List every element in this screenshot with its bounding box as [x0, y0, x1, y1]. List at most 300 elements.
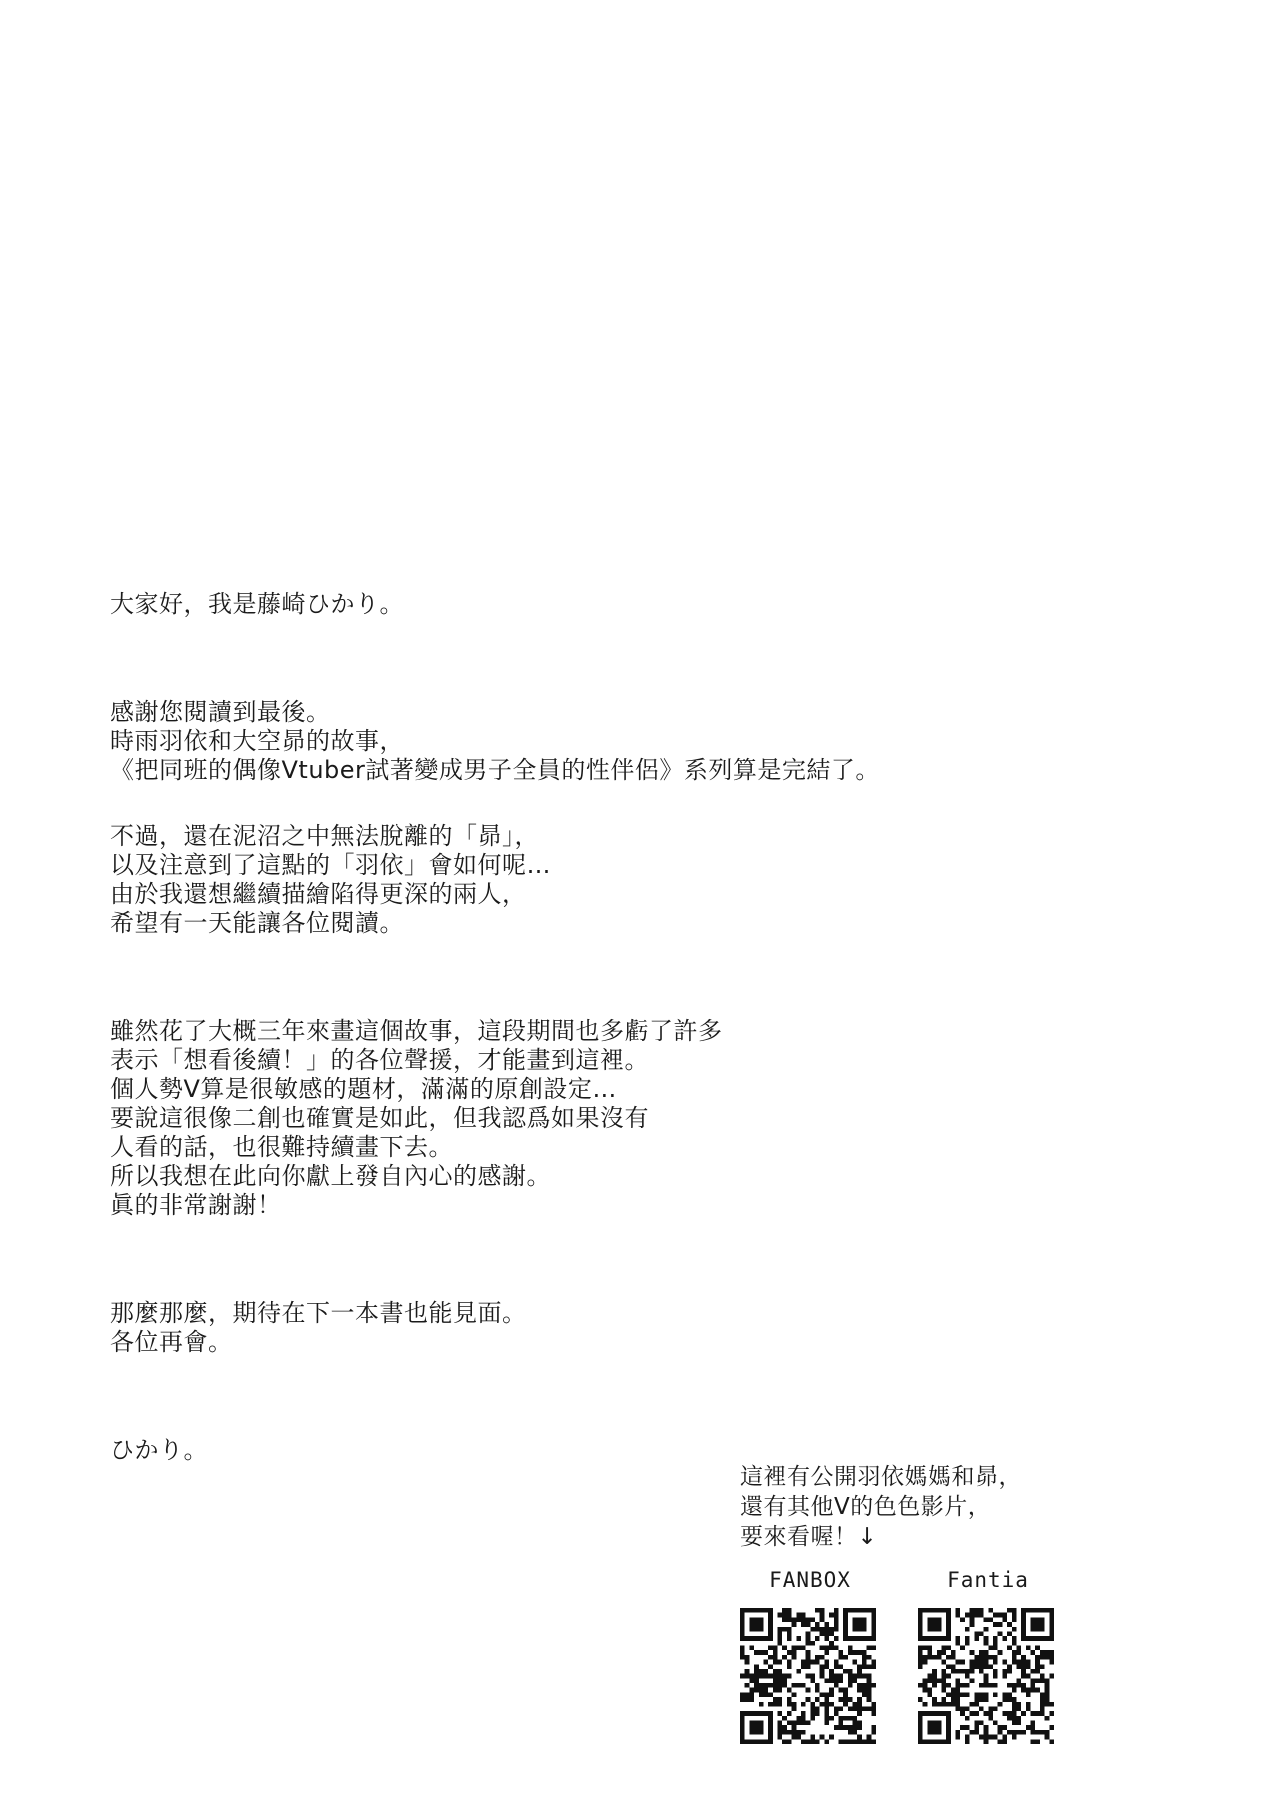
qr-module — [932, 1655, 937, 1660]
qr-module — [853, 1725, 858, 1730]
qr-module — [740, 1674, 745, 1679]
qr-module — [787, 1613, 792, 1618]
qr-module — [778, 1631, 783, 1636]
qr-module — [970, 1613, 975, 1618]
qr-module — [773, 1660, 778, 1665]
qr-module — [932, 1702, 937, 1707]
qr-module — [787, 1739, 792, 1744]
qr-module — [1026, 1706, 1031, 1711]
qr-module — [956, 1683, 961, 1688]
qr-module — [1007, 1716, 1012, 1721]
qr-module — [815, 1627, 820, 1632]
qr-module — [824, 1664, 829, 1669]
qr-module — [792, 1646, 797, 1651]
qr-module — [1016, 1683, 1021, 1688]
qr-module — [974, 1697, 979, 1702]
qr-module — [1049, 1650, 1054, 1655]
qr-module — [862, 1674, 867, 1679]
qr-module — [988, 1608, 993, 1613]
qr-module — [834, 1660, 839, 1665]
qr-module — [820, 1669, 825, 1674]
qr-module — [773, 1674, 778, 1679]
qr-module — [778, 1641, 783, 1646]
text-line: 那麼那麼，期待在下一本書也能見面。 — [110, 1299, 527, 1327]
qr-module — [787, 1730, 792, 1735]
qr-module — [946, 1674, 951, 1679]
qr-module — [1021, 1688, 1026, 1693]
qr-module — [834, 1608, 839, 1613]
fanbox-qr-code-icon[interactable] — [740, 1608, 876, 1744]
qr-module — [867, 1692, 872, 1697]
qr-finder-pattern — [927, 1617, 941, 1631]
qr-module — [834, 1711, 839, 1716]
qr-module — [796, 1730, 801, 1735]
qr-module — [867, 1735, 872, 1740]
qr-module — [1007, 1664, 1012, 1669]
qr-module — [857, 1735, 862, 1740]
qr-module — [838, 1650, 843, 1655]
qr-module — [810, 1716, 815, 1721]
qr-module — [871, 1683, 876, 1688]
qr-module — [848, 1674, 853, 1679]
qr-module — [815, 1697, 820, 1702]
qr-module — [1021, 1655, 1026, 1660]
qr-code-row — [740, 1566, 1060, 1756]
qr-module — [810, 1739, 815, 1744]
qr-module — [829, 1674, 834, 1679]
qr-module — [1026, 1674, 1031, 1679]
promo-line: 還有其他V的色色影片， — [740, 1494, 992, 1520]
qr-module — [848, 1697, 853, 1702]
qr-module — [740, 1655, 745, 1660]
qr-module — [853, 1721, 858, 1726]
qr-module — [782, 1646, 787, 1651]
qr-module — [1040, 1674, 1045, 1679]
qr-module — [759, 1683, 764, 1688]
qr-module — [1031, 1669, 1036, 1674]
qr-module — [824, 1716, 829, 1721]
qr-module — [960, 1692, 965, 1697]
qr-module — [932, 1678, 937, 1683]
qr-module — [988, 1711, 993, 1716]
qr-module — [960, 1725, 965, 1730]
qr-module — [993, 1655, 998, 1660]
qr-module — [867, 1655, 872, 1660]
qr-module — [778, 1730, 783, 1735]
qr-module — [956, 1706, 961, 1711]
text-line: 時雨羽依和大空昴的故事， — [110, 727, 404, 755]
qr-module — [749, 1697, 754, 1702]
qr-module — [778, 1627, 783, 1632]
qr-module — [782, 1674, 787, 1679]
qr-module — [1002, 1697, 1007, 1702]
qr-module — [871, 1702, 876, 1707]
qr-module — [820, 1655, 825, 1660]
qr-module — [768, 1664, 773, 1669]
qr-module — [1016, 1678, 1021, 1683]
qr-module — [965, 1735, 970, 1740]
qr-module — [1026, 1725, 1031, 1730]
qr-module — [988, 1683, 993, 1688]
qr-module — [998, 1613, 1003, 1618]
qr-module — [1049, 1655, 1054, 1660]
qr-module — [1016, 1664, 1021, 1669]
qr-module — [1002, 1636, 1007, 1641]
qr-module — [974, 1702, 979, 1707]
qr-module — [806, 1641, 811, 1646]
qr-module — [941, 1650, 946, 1655]
qr-module — [843, 1669, 848, 1674]
qr-module — [853, 1660, 858, 1665]
text-line: 眞的非常謝謝！ — [110, 1191, 282, 1219]
qr-module — [918, 1683, 923, 1688]
afterword — [110, 590, 1010, 1465]
qr-module — [792, 1706, 797, 1711]
text-line: 《把同班的偶像Vtuber試著變成男子全員的性伴侶》系列算是完結了。 — [110, 756, 880, 784]
qr-module — [778, 1683, 783, 1688]
qr-module — [1045, 1650, 1050, 1655]
qr-module — [974, 1613, 979, 1618]
qr-module — [974, 1721, 979, 1726]
qr-module — [1035, 1711, 1040, 1716]
qr-module — [834, 1622, 839, 1627]
qr-module — [993, 1706, 998, 1711]
qr-module — [745, 1660, 750, 1665]
qr-module — [998, 1702, 1003, 1707]
qr-module — [1002, 1660, 1007, 1665]
qr-module — [824, 1739, 829, 1744]
qr-module — [1007, 1692, 1012, 1697]
qr-module — [801, 1739, 806, 1744]
qr-module — [749, 1678, 754, 1683]
qr-module — [974, 1711, 979, 1716]
qr-module — [1031, 1650, 1036, 1655]
qr-module — [1012, 1650, 1017, 1655]
qr-module — [1049, 1660, 1054, 1665]
qr-module — [806, 1674, 811, 1679]
qr-module — [1040, 1697, 1045, 1702]
qr-module — [824, 1706, 829, 1711]
qr-module — [815, 1622, 820, 1627]
qr-module — [993, 1669, 998, 1674]
qr-module — [782, 1716, 787, 1721]
qr-module — [1007, 1683, 1012, 1688]
qr-module — [815, 1636, 820, 1641]
text-line: 要說這很像二創也確實是如此，但我認爲如果沒有 — [110, 1104, 649, 1132]
qr-module — [941, 1669, 946, 1674]
qr-module — [834, 1636, 839, 1641]
qr-module — [956, 1660, 961, 1665]
qr-module — [853, 1730, 858, 1735]
qr-module — [1012, 1613, 1017, 1618]
qr-module — [787, 1702, 792, 1707]
qr-module — [1012, 1716, 1017, 1721]
qr-module — [871, 1730, 876, 1735]
qr-module — [782, 1617, 787, 1622]
qr-module — [923, 1646, 928, 1651]
qr-module — [838, 1725, 843, 1730]
qr-module — [853, 1739, 858, 1744]
qr-module — [792, 1650, 797, 1655]
qr-module — [970, 1622, 975, 1627]
qr-module — [810, 1641, 815, 1646]
qr-module — [787, 1631, 792, 1636]
qr-module — [778, 1725, 783, 1730]
qr-module — [806, 1622, 811, 1627]
qr-module — [773, 1688, 778, 1693]
text-line: 個人勢V算是很敏感的題材，滿滿的原創設定… — [110, 1075, 617, 1103]
qr-module — [862, 1739, 867, 1744]
qr-module — [745, 1669, 750, 1674]
qr-module — [1012, 1636, 1017, 1641]
qr-module — [956, 1669, 961, 1674]
qr-module — [745, 1697, 750, 1702]
qr-module — [838, 1655, 843, 1660]
qr-module — [792, 1692, 797, 1697]
qr-module — [740, 1650, 745, 1655]
qr-module — [754, 1678, 759, 1683]
qr-module — [951, 1650, 956, 1655]
qr-module — [932, 1674, 937, 1679]
qr-module — [834, 1613, 839, 1618]
qr-module — [1040, 1655, 1045, 1660]
qr-module — [867, 1706, 872, 1711]
qr-module — [778, 1697, 783, 1702]
qr-module — [951, 1697, 956, 1702]
qr-module — [970, 1669, 975, 1674]
qr-module — [749, 1688, 754, 1693]
qr-module — [1002, 1735, 1007, 1740]
qr-module — [838, 1697, 843, 1702]
qr-module — [787, 1636, 792, 1641]
qr-module — [946, 1646, 951, 1651]
qr-module — [810, 1711, 815, 1716]
qr-module — [1007, 1697, 1012, 1702]
qr-module — [778, 1613, 783, 1618]
qr-module — [773, 1697, 778, 1702]
qr-module — [1049, 1725, 1054, 1730]
qr-module — [1021, 1660, 1026, 1665]
qr-module — [759, 1692, 764, 1697]
qr-module — [1016, 1716, 1021, 1721]
qr-module — [787, 1650, 792, 1655]
qr-module — [838, 1688, 843, 1693]
qr-module — [1040, 1650, 1045, 1655]
qr-module — [740, 1692, 745, 1697]
qr-module — [979, 1697, 984, 1702]
qr-module — [1045, 1683, 1050, 1688]
qr-module — [796, 1721, 801, 1726]
qr-module — [960, 1646, 965, 1651]
qr-module — [979, 1613, 984, 1618]
qr-module — [956, 1702, 961, 1707]
qr-module — [796, 1613, 801, 1618]
qr-module — [923, 1678, 928, 1683]
qr-module — [1045, 1735, 1050, 1740]
qr-module — [857, 1725, 862, 1730]
qr-module — [792, 1735, 797, 1740]
qr-module — [834, 1725, 839, 1730]
qr-module — [838, 1721, 843, 1726]
qr-module — [979, 1608, 984, 1613]
qr-module — [843, 1692, 848, 1697]
qr-module — [984, 1697, 989, 1702]
qr-module — [1002, 1613, 1007, 1618]
qr-module — [923, 1688, 928, 1693]
qr-module — [993, 1646, 998, 1651]
qr-module — [782, 1730, 787, 1735]
qr-module — [974, 1692, 979, 1697]
qr-module — [871, 1711, 876, 1716]
qr-module — [857, 1721, 862, 1726]
qr-module — [829, 1678, 834, 1683]
qr-module — [932, 1683, 937, 1688]
qr-module — [1045, 1678, 1050, 1683]
qr-finder-pattern — [749, 1721, 763, 1735]
fanbox-qr-block[interactable] — [740, 1566, 880, 1744]
qr-module — [796, 1617, 801, 1622]
qr-module — [871, 1725, 876, 1730]
qr-module — [1016, 1706, 1021, 1711]
text-line: 感謝您閱讀到最後。 — [110, 698, 331, 726]
qr-module — [1035, 1730, 1040, 1735]
qr-module — [1021, 1674, 1026, 1679]
text-line: 希望有一天能讓各位閱讀。 — [110, 909, 404, 937]
qr-module — [778, 1721, 783, 1726]
qr-module — [834, 1646, 839, 1651]
qr-module — [792, 1730, 797, 1735]
qr-module — [824, 1702, 829, 1707]
qr-module — [824, 1660, 829, 1665]
qr-module — [843, 1739, 848, 1744]
qr-module — [810, 1702, 815, 1707]
qr-module — [1002, 1674, 1007, 1679]
qr-module — [984, 1655, 989, 1660]
qr-module — [970, 1608, 975, 1613]
qr-module — [857, 1702, 862, 1707]
qr-module — [787, 1608, 792, 1613]
qr-module — [792, 1721, 797, 1726]
qr-module — [1012, 1721, 1017, 1726]
greeting: 大家好，我是藤崎ひかり。 — [110, 590, 404, 618]
qr-module — [946, 1655, 951, 1660]
qr-module — [932, 1669, 937, 1674]
qr-module — [951, 1702, 956, 1707]
qr-module — [759, 1669, 764, 1674]
qr-module — [1045, 1730, 1050, 1735]
qr-module — [1021, 1683, 1026, 1688]
qr-module — [1035, 1655, 1040, 1660]
qr-module — [838, 1706, 843, 1711]
qr-module — [792, 1655, 797, 1660]
qr-module — [993, 1641, 998, 1646]
qr-module — [815, 1706, 820, 1711]
qr-module — [754, 1674, 759, 1679]
qr-module — [960, 1660, 965, 1665]
qr-module — [1049, 1674, 1054, 1679]
qr-module — [801, 1711, 806, 1716]
qr-module — [848, 1678, 853, 1683]
qr-module — [951, 1664, 956, 1669]
qr-module — [796, 1669, 801, 1674]
qr-module — [1026, 1646, 1031, 1651]
qr-module — [1031, 1725, 1036, 1730]
qr-module — [824, 1678, 829, 1683]
qr-module — [820, 1608, 825, 1613]
qr-module — [843, 1702, 848, 1707]
qr-module — [993, 1735, 998, 1740]
qr-module — [853, 1678, 858, 1683]
qr-module — [970, 1711, 975, 1716]
qr-module — [792, 1683, 797, 1688]
qr-module — [787, 1721, 792, 1726]
qr-module — [988, 1664, 993, 1669]
qr-module — [820, 1735, 825, 1740]
qr-module — [979, 1721, 984, 1726]
qr-module — [745, 1683, 750, 1688]
qr-module — [768, 1646, 773, 1651]
signoff: ひかり。 — [110, 1436, 208, 1464]
qr-module — [918, 1646, 923, 1651]
qr-module — [763, 1650, 768, 1655]
qr-module — [857, 1683, 862, 1688]
qr-module — [979, 1631, 984, 1636]
qr-module — [848, 1739, 853, 1744]
qr-module — [1026, 1692, 1031, 1697]
qr-module — [815, 1655, 820, 1660]
qr-module — [1031, 1688, 1036, 1693]
fantia-qr-block[interactable] — [918, 1566, 1058, 1744]
qr-module — [1040, 1730, 1045, 1735]
qr-module — [806, 1664, 811, 1669]
qr-module — [796, 1646, 801, 1651]
qr-module — [1040, 1678, 1045, 1683]
qr-module — [1031, 1678, 1036, 1683]
qr-module — [918, 1650, 923, 1655]
qr-module — [1021, 1664, 1026, 1669]
qr-module — [782, 1725, 787, 1730]
qr-module — [927, 1655, 932, 1660]
qr-module — [796, 1716, 801, 1721]
qr-module — [1040, 1706, 1045, 1711]
qr-module — [778, 1674, 783, 1679]
qr-module — [815, 1739, 820, 1744]
qr-module — [829, 1613, 834, 1618]
qr-module — [838, 1674, 843, 1679]
qr-module — [778, 1688, 783, 1693]
qr-module — [787, 1697, 792, 1702]
qr-module — [979, 1669, 984, 1674]
text-line: 所以我想在此向你獻上發自內心的感謝。 — [110, 1162, 551, 1190]
qr-module — [927, 1674, 932, 1679]
qr-module — [862, 1650, 867, 1655]
qr-module — [857, 1688, 862, 1693]
qr-module — [1012, 1706, 1017, 1711]
qr-module — [749, 1692, 754, 1697]
qr-module — [787, 1711, 792, 1716]
qr-module — [792, 1622, 797, 1627]
qr-module — [810, 1735, 815, 1740]
fantia-qr-code-icon[interactable] — [918, 1608, 1054, 1744]
qr-module — [918, 1664, 923, 1669]
qr-module — [970, 1650, 975, 1655]
qr-module — [773, 1646, 778, 1651]
qr-module — [857, 1711, 862, 1716]
qr-module — [998, 1730, 1003, 1735]
qr-module — [937, 1678, 942, 1683]
qr-module — [1035, 1678, 1040, 1683]
qr-module — [796, 1735, 801, 1740]
